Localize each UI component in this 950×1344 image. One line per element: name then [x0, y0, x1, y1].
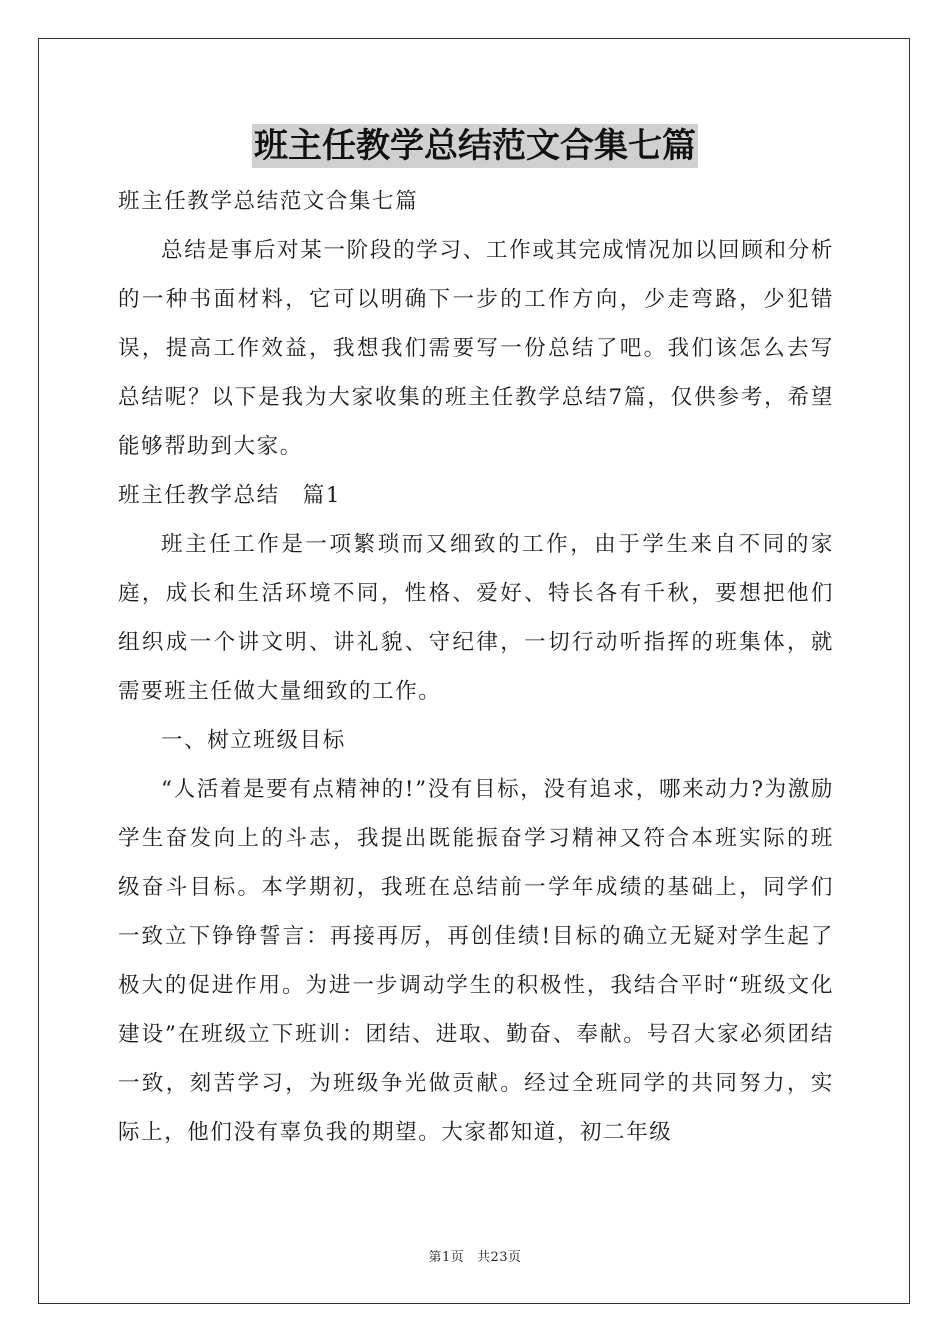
page-footer [0, 1246, 950, 1265]
document-title: 班主任教学总结范文合集七篇 [254, 126, 696, 166]
title-container [0, 124, 950, 168]
document-body [118, 177, 834, 1157]
page-number: 第1页 [428, 1250, 465, 1265]
document-subtitle: 班主任教学总结范文合集七篇 [118, 189, 419, 214]
page-total: 共23页 [476, 1250, 522, 1265]
intro-paragraph: 总结是事后对某一阶段的学习、工作或其完成情况加以回顾和分析的一种书面材料，它可以明确下一步的工作方向，少走弯路，少犯错误，提高工作效益，我想我们需要写一份总结了吧。我们该怎么去写总结呢？以下是我为大家收集的班主任教学总结7篇，仅供参考，希望能够帮助到大家。 [118, 238, 834, 459]
section-paragraph: “人活着是要有点精神的!”没有目标，没有追求，哪来动力?为激励学生奋发向上的斗志，我提出既能振奋学习精神又符合本班实际的班级奋斗目标。本学期初，我班在总结前一学年成绩的基础上，同学们一致立下铮铮誓言：再接再厉，再创佳绩!目标的确立无疑对学生起了极大的促进作用。为进一步调动学生的积极性，我结合平时“班级文化建设”在班级立下班训：团结、进取、勤奋、奉献。号召大家必须团结一致，刻苦学习，为班级争光做贡献。经过全班同学的共同努力，实际上，他们没有辜负我的期望。大家都知道，初二年级 [118, 777, 834, 1145]
subsection-heading: 一、树立班级目标 [161, 728, 346, 753]
section-paragraph: 班主任工作是一项繁琐而又细致的工作，由于学生来自不同的家庭，成长和生活环境不同，性格、爱好、特长各有千秋，要想把他们组织成一个讲文明、讲礼貌、守纪律，一切行动听指挥的班集体，就需要班主任做大量细致的工作。 [118, 532, 834, 704]
section-heading: 班主任教学总结 篇1 [118, 483, 342, 508]
